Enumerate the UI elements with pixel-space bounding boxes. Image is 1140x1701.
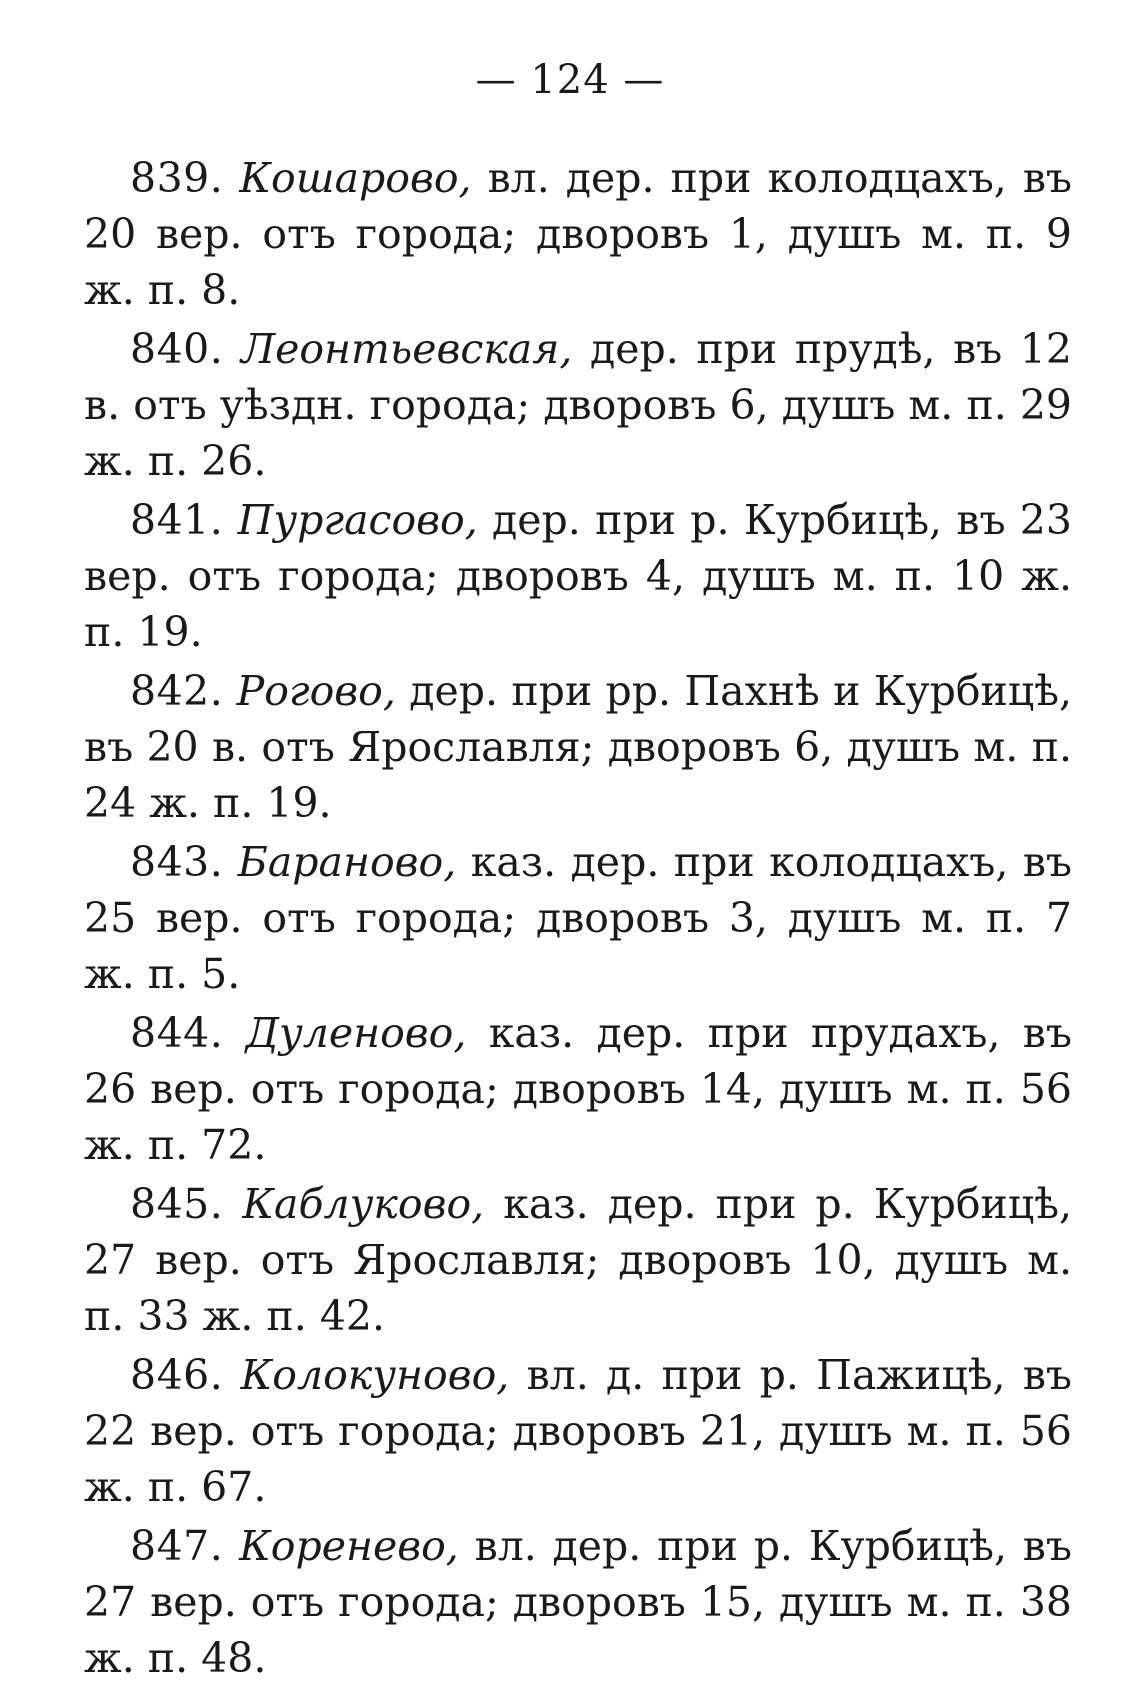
entry-text: дер. при рр. Пахнѣ и Курбицѣ, въ 20 в. отъ Ярославля; дворовъ 6, душъ м. п. 24 ж. п. 19. <box>84 667 1072 827</box>
entry-number: 839. <box>130 154 224 202</box>
entry-number: 846. <box>130 1351 224 1399</box>
list-item <box>84 492 1072 660</box>
entry-text: дер. при прудѣ, въ 12 в. отъ уѣздн. города; дворовъ 6, душъ м. п. 29 ж. п. 26. <box>84 325 1072 485</box>
entry-name: Бараново, <box>237 838 457 886</box>
entry-text: каз. дер. при колодцахъ, въ 25 вер. отъ города; дворовъ 3, душъ м. п. 7 ж. п. 5. <box>84 838 1072 998</box>
page-number: — 124 — <box>475 57 665 103</box>
list-item <box>84 834 1072 1002</box>
entry-number: 843. <box>130 838 224 886</box>
list-item <box>84 1518 1072 1686</box>
entry-text: каз. дер. при р. Курбицѣ, 27 вер. отъ Ярославля; дворовъ 10, душъ м. п. 33 ж. п. 42. <box>84 1180 1072 1340</box>
entry-name: Дуленово, <box>245 1009 467 1057</box>
entry-number: 842. <box>130 667 224 715</box>
entry-name: Леонтьевская, <box>240 325 573 373</box>
list-item <box>84 1347 1072 1515</box>
entry-number: 845. <box>130 1180 224 1228</box>
entry-text: вл. д. при р. Пажицѣ, въ 22 вер. отъ города; дворовъ 21, душъ м. п. 56 ж. п. 67. <box>84 1351 1072 1511</box>
entry-name: Коренево, <box>239 1522 459 1570</box>
entry-name: Кошарово, <box>239 154 472 202</box>
entry-text: каз. дер. при прудахъ, въ 26 вер. отъ города; дворовъ 14, душъ м. п. 56 ж. п. 72. <box>84 1009 1072 1169</box>
entry-list <box>84 150 1072 1689</box>
list-item <box>84 150 1072 318</box>
entry-number: 844. <box>130 1009 224 1057</box>
list-item <box>84 1176 1072 1344</box>
entry-number: 840. <box>130 325 224 373</box>
list-item <box>84 321 1072 489</box>
list-item <box>84 663 1072 831</box>
entry-text: вл. дер. при колодцахъ, въ 20 вер. отъ города; дворовъ 1, душъ м. п. 9 ж. п. 8. <box>84 154 1072 314</box>
entry-number: 847. <box>130 1522 224 1570</box>
entry-name: Рогово, <box>236 667 396 715</box>
entry-text: дер. при р. Курбицѣ, въ 23 вер. отъ города; дворовъ 4, душъ м. п. 10 ж. п. 19. <box>84 496 1072 656</box>
entry-text: вл. дер. при р. Курбицѣ, въ 27 вер. отъ города; дворовъ 15, душъ м. п. 38 ж. п. 48. <box>84 1522 1072 1682</box>
entry-number: 841. <box>130 496 224 544</box>
list-item <box>84 1005 1072 1173</box>
entry-name: Каблуково, <box>242 1180 485 1228</box>
entry-name: Колокуново, <box>240 1351 510 1399</box>
entry-name: Пургасово, <box>237 496 478 544</box>
